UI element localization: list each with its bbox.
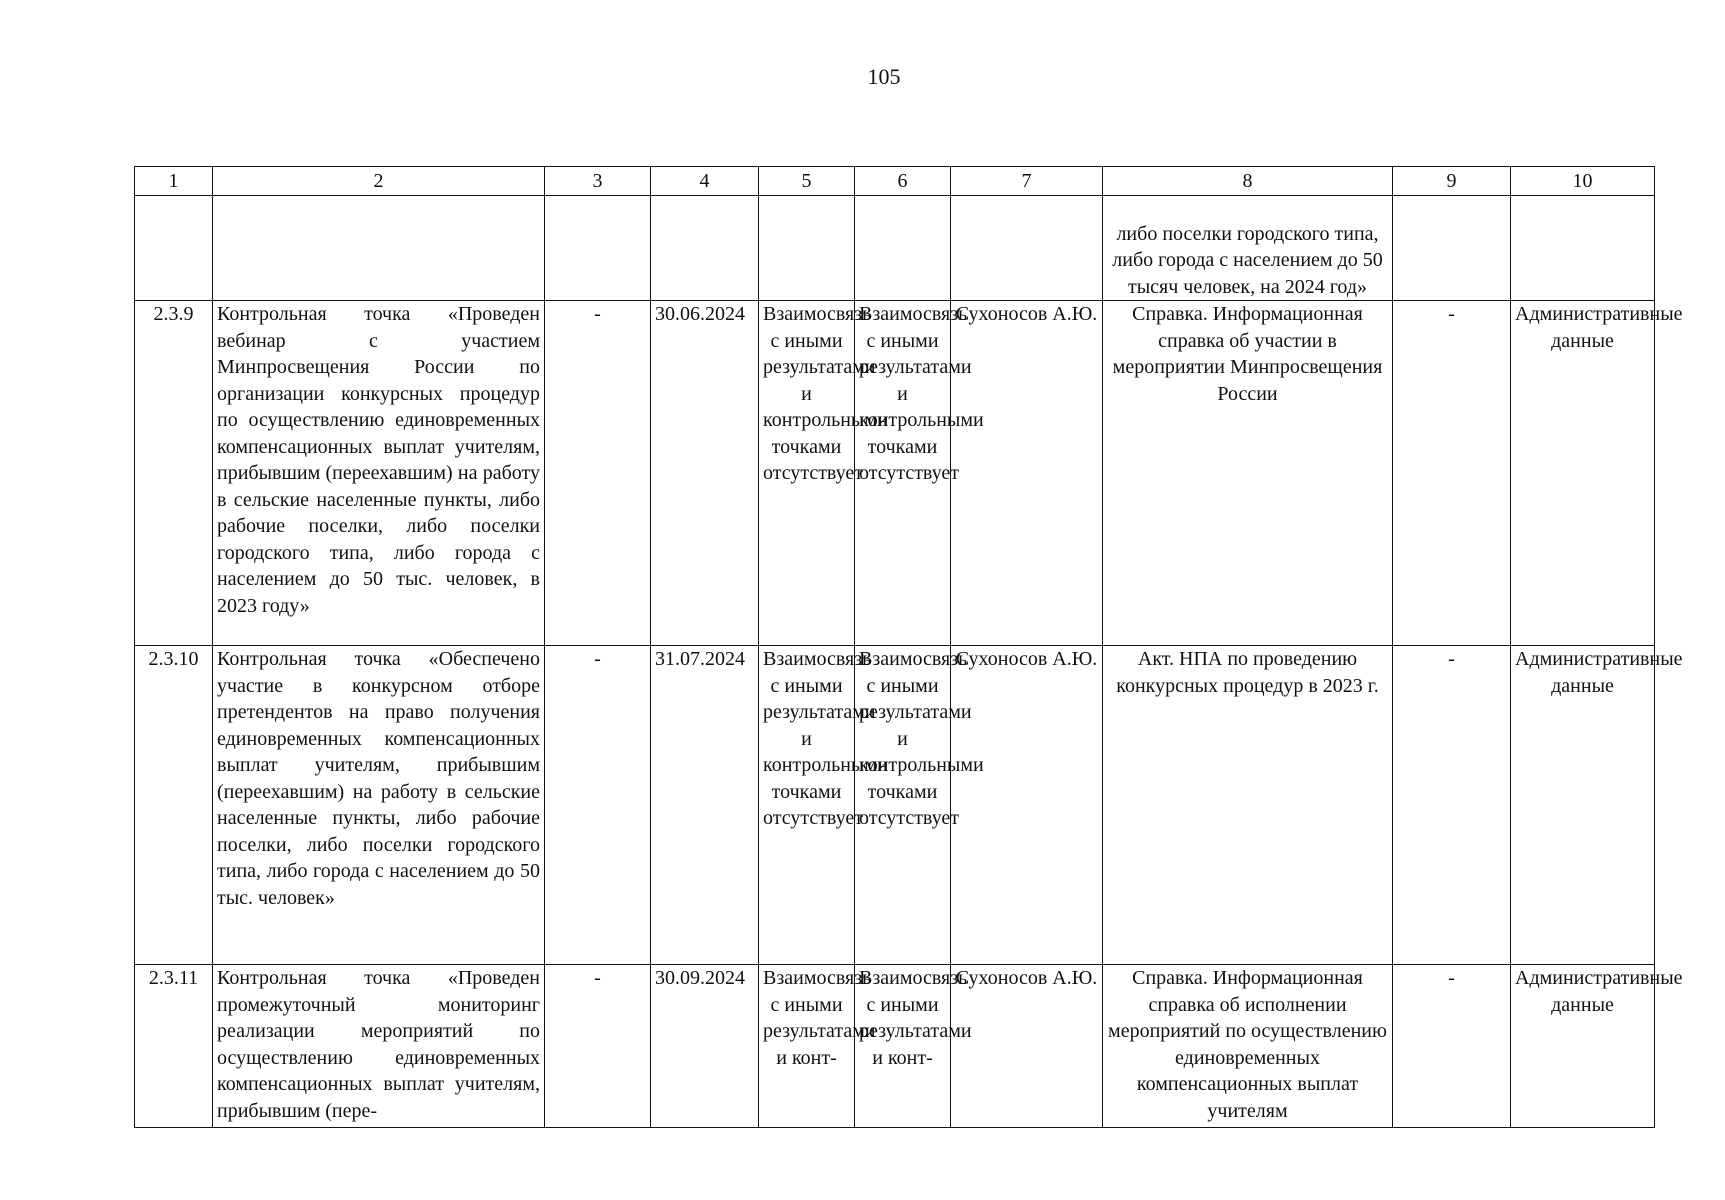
header-col-7: 7 xyxy=(951,167,1103,196)
header-col-3: 3 xyxy=(545,167,651,196)
row-col5: Взаимосвязь с иными результатами и контрольными точками отсутствует xyxy=(759,646,855,965)
row-number: 2.3.9 xyxy=(135,301,213,646)
row-responsible: Сухоносов А.Ю. xyxy=(951,646,1103,965)
page-number: 105 xyxy=(867,64,901,89)
row-col5: Взаимосвязь с иными результатами и конт- xyxy=(759,965,855,1128)
header-col-10: 10 xyxy=(1511,167,1655,196)
row-col9: - xyxy=(1393,301,1511,646)
table-cell xyxy=(855,196,951,301)
header-col-8: 8 xyxy=(1103,167,1393,196)
row-description: Контрольная точка «Проведен вебинар с участием Минпросвещения России по организации конкурсных процедур по осуществлению единовременных компенсационных выплат учителям, прибывшим (переехавшим) на работу в сельские населенные пункты, либо рабочие поселки, либо поселки городского типа, либо города с населением до 50 тыс. человек, в 2023 году» xyxy=(213,301,545,646)
continuation-row xyxy=(135,196,1655,301)
row-source: Административные данные xyxy=(1511,646,1655,965)
header-col-5: 5 xyxy=(759,167,855,196)
row-document: Справка. Информационная справка об исполнении мероприятий по осуществлению единовременных компенсационных выплат учителям xyxy=(1103,965,1393,1128)
row-col9: - xyxy=(1393,965,1511,1128)
row-description: Контрольная точка «Обеспечено участие в конкурсном отборе претендентов на право получения единовременных компенсационных выплат учителям, прибывшим (переехавшим) на работу в сельские населенные пункты, либо рабочие поселки, либо поселки городского типа, либо города с населением до 50 тыс. человек» xyxy=(213,646,545,965)
row-number: 2.3.10 xyxy=(135,646,213,965)
table-row xyxy=(135,646,1655,965)
row-date: 30.06.2024 xyxy=(651,301,759,646)
row-col3: - xyxy=(545,646,651,965)
header-col-2: 2 xyxy=(213,167,545,196)
row-col6: Взаимосвязь с иными результатами и конт- xyxy=(855,965,951,1128)
row-document: Справка. Информационная справка об участии в мероприятии Минпросвещения России xyxy=(1103,301,1393,646)
header-col-6: 6 xyxy=(855,167,951,196)
header-col-4: 4 xyxy=(651,167,759,196)
row-responsible: Сухоносов А.Ю. xyxy=(951,301,1103,646)
row-col5: Взаимосвязь с иными результатами и контрольными точками отсутствует xyxy=(759,301,855,646)
table-cell xyxy=(759,196,855,301)
row-col6: Взаимосвязь с иными результатами и контрольными точками отсутствует xyxy=(855,646,951,965)
row-col3: - xyxy=(545,301,651,646)
table-row xyxy=(135,965,1655,1128)
header-row xyxy=(135,167,1655,196)
table-cell xyxy=(213,196,545,301)
table-cell xyxy=(135,196,213,301)
row-col6: Взаимосвязь с иными результатами и контрольными точками отсутствует xyxy=(855,301,951,646)
row-document: Акт. НПА по проведению конкурсных процедур в 2023 г. xyxy=(1103,646,1393,965)
table-cell xyxy=(651,196,759,301)
table-row xyxy=(135,301,1655,646)
control-points-table xyxy=(134,166,1683,1128)
continuation-document-cell: либо поселки городского типа, либо города с населением до 50 тысяч человек, на 2024 год» xyxy=(1103,196,1393,301)
row-col9: - xyxy=(1393,646,1511,965)
table-cell xyxy=(951,196,1103,301)
row-source: Административные данные xyxy=(1511,965,1655,1128)
table-cell xyxy=(1393,196,1511,301)
table-cell xyxy=(545,196,651,301)
table-cell xyxy=(1511,196,1655,301)
row-description: Контрольная точка «Проведен промежуточный мониторинг реализации мероприятий по осуществлению единовременных компенсационных выплат учителям, прибывшим (пере- xyxy=(213,965,545,1128)
header-col-9: 9 xyxy=(1393,167,1511,196)
row-col3: - xyxy=(545,965,651,1128)
row-date: 30.09.2024 xyxy=(651,965,759,1128)
row-date: 31.07.2024 xyxy=(651,646,759,965)
header-col-1: 1 xyxy=(135,167,213,196)
row-source: Административные данные xyxy=(1511,301,1655,646)
row-number: 2.3.11 xyxy=(135,965,213,1128)
row-responsible: Сухоносов А.Ю. xyxy=(951,965,1103,1128)
